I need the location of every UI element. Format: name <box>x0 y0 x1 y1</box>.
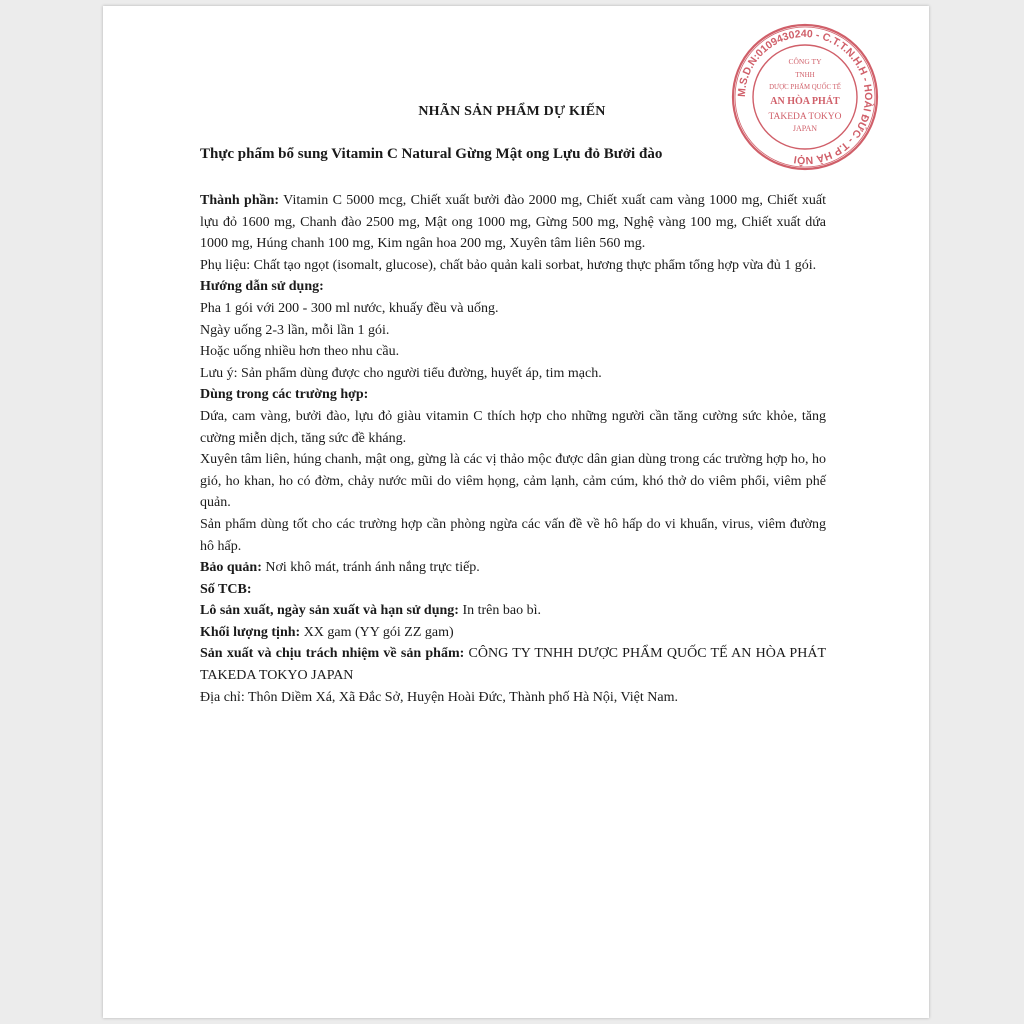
svg-text:TAKEDA TOKYO: TAKEDA TOKYO <box>768 112 842 122</box>
manufacturer-text: CÔNG TY TNHH DƯỢC PHẨM QUỐC TẾ AN HÒA PHÁT TAKEDA TOKYO JAPAN <box>200 646 826 684</box>
svg-text:DƯỢC PHẨM QUỐC TẾ: DƯỢC PHẨM QUỐC TẾ <box>769 84 841 91</box>
svg-text:M.S.D.N:0109430240 - C.T.T.N.H: M.S.D.N:0109430240 - C.T.T.N.H.H - HOÀI ĐỨC - T.P HÀ NỘI <box>735 27 875 167</box>
usage-line: Hoặc uống nhiều hơn theo nhu cầu. <box>200 344 400 360</box>
ingredients-text: Vitamin C 5000 mcg, Chiết xuất bưởi đào 2000 mg, Chiết xuất cam vàng 1000 mg, Chiết xuất lựu đỏ 1600 mg, Chanh đào 2500 mg, Mật ong 1000 mg, Gừng 500 mg, Nghệ vàng 100 mg, Chiết xuất dứa 1000 mg, Húng chanh 100 mg, Kim ngân hoa 200 mg, Xuyên tâm liên 560 mg. <box>200 193 826 252</box>
tcb-label: Số TCB: <box>200 581 252 597</box>
cases-label: Dùng trong các trường hợp: <box>200 387 369 403</box>
usage-line: Ngày uống 2-3 lần, mỗi lần 1 gói. <box>200 322 390 338</box>
product-name: Thực phẩm bổ sung Vitamin C Natural Gừng Mật ong Lựu đỏ Bưởi đào <box>200 146 663 162</box>
lot-text: In trên bao bì. <box>458 603 541 619</box>
manufacturer-paragraph <box>200 643 826 686</box>
svg-text:JAPAN: JAPAN <box>792 124 818 133</box>
cases-paragraph: Sản phẩm dùng tốt cho các trường hợp cần phòng ngừa các vấn đề về hô hấp do vi khuẩn, virus, viêm đường hô hấp. <box>200 516 826 554</box>
storage-label: Bảo quản: <box>200 560 262 576</box>
excipients-paragraph: Phụ liệu: Chất tạo ngọt (isomalt, glucose), chất bảo quản kali sorbat, hương thực phẩm tổng hợp vừa đủ 1 gói. <box>200 257 817 273</box>
cases-paragraph: Xuyên tâm liên, húng chanh, mật ong, gừng là các vị thảo mộc được dân gian dùng trong các trường hợp ho, ho gió, ho khan, ho có đờm, chảy nước mũi do viêm họng, cảm lạnh, cảm cúm, khó thở do viêm phổi, viêm phế quản. <box>200 452 826 511</box>
net-weight-text: XX gam (YY gói ZZ gam) <box>300 624 454 640</box>
company-seal <box>730 22 880 172</box>
document-title: NHÃN SẢN PHẨM DỰ KIẾN <box>418 104 606 119</box>
manufacturer-label: Sản xuất và chịu trách nhiệm về sản phẩm: <box>200 646 465 662</box>
storage-text: Nơi khô mát, tránh ánh nắng trực tiếp. <box>261 560 480 576</box>
storage-paragraph <box>200 557 826 579</box>
tcb-paragraph <box>200 579 826 601</box>
usage-note: Lưu ý: Sản phẩm dùng được cho người tiểu đường, huyết áp, tim mạch. <box>200 365 602 381</box>
net-weight-paragraph <box>200 622 826 644</box>
cases-paragraph: Dứa, cam vàng, bưởi đào, lựu đỏ giàu vitamin C thích hợp cho những người cần tăng cường sức khỏe, tăng cường miễn dịch, tăng sức đề kháng. <box>200 408 826 446</box>
svg-text:AN HÒA PHÁT: AN HÒA PHÁT <box>770 96 840 107</box>
ingredients-paragraph <box>200 190 826 255</box>
usage-line: Pha 1 gói với 200 - 300 ml nước, khuấy đều và uống. <box>200 300 499 316</box>
net-weight-label: Khối lượng tịnh: <box>200 624 301 640</box>
svg-text:TNHH: TNHH <box>795 71 815 79</box>
usage-heading <box>200 276 826 298</box>
cases-heading <box>200 384 826 406</box>
lot-paragraph <box>200 600 826 622</box>
address-paragraph: Địa chỉ: Thôn Diềm Xá, Xã Đắc Sở, Huyện Hoài Đức, Thành phố Hà Nội, Việt Nam. <box>200 689 678 705</box>
ingredients-label: Thành phần: <box>200 193 280 208</box>
label-body <box>200 190 826 708</box>
usage-label: Hướng dẫn sử dụng: <box>200 279 324 295</box>
lot-label: Lô sản xuất, ngày sản xuất và hạn sử dụng: <box>200 603 459 619</box>
svg-text:CÔNG TY: CÔNG TY <box>788 57 822 66</box>
